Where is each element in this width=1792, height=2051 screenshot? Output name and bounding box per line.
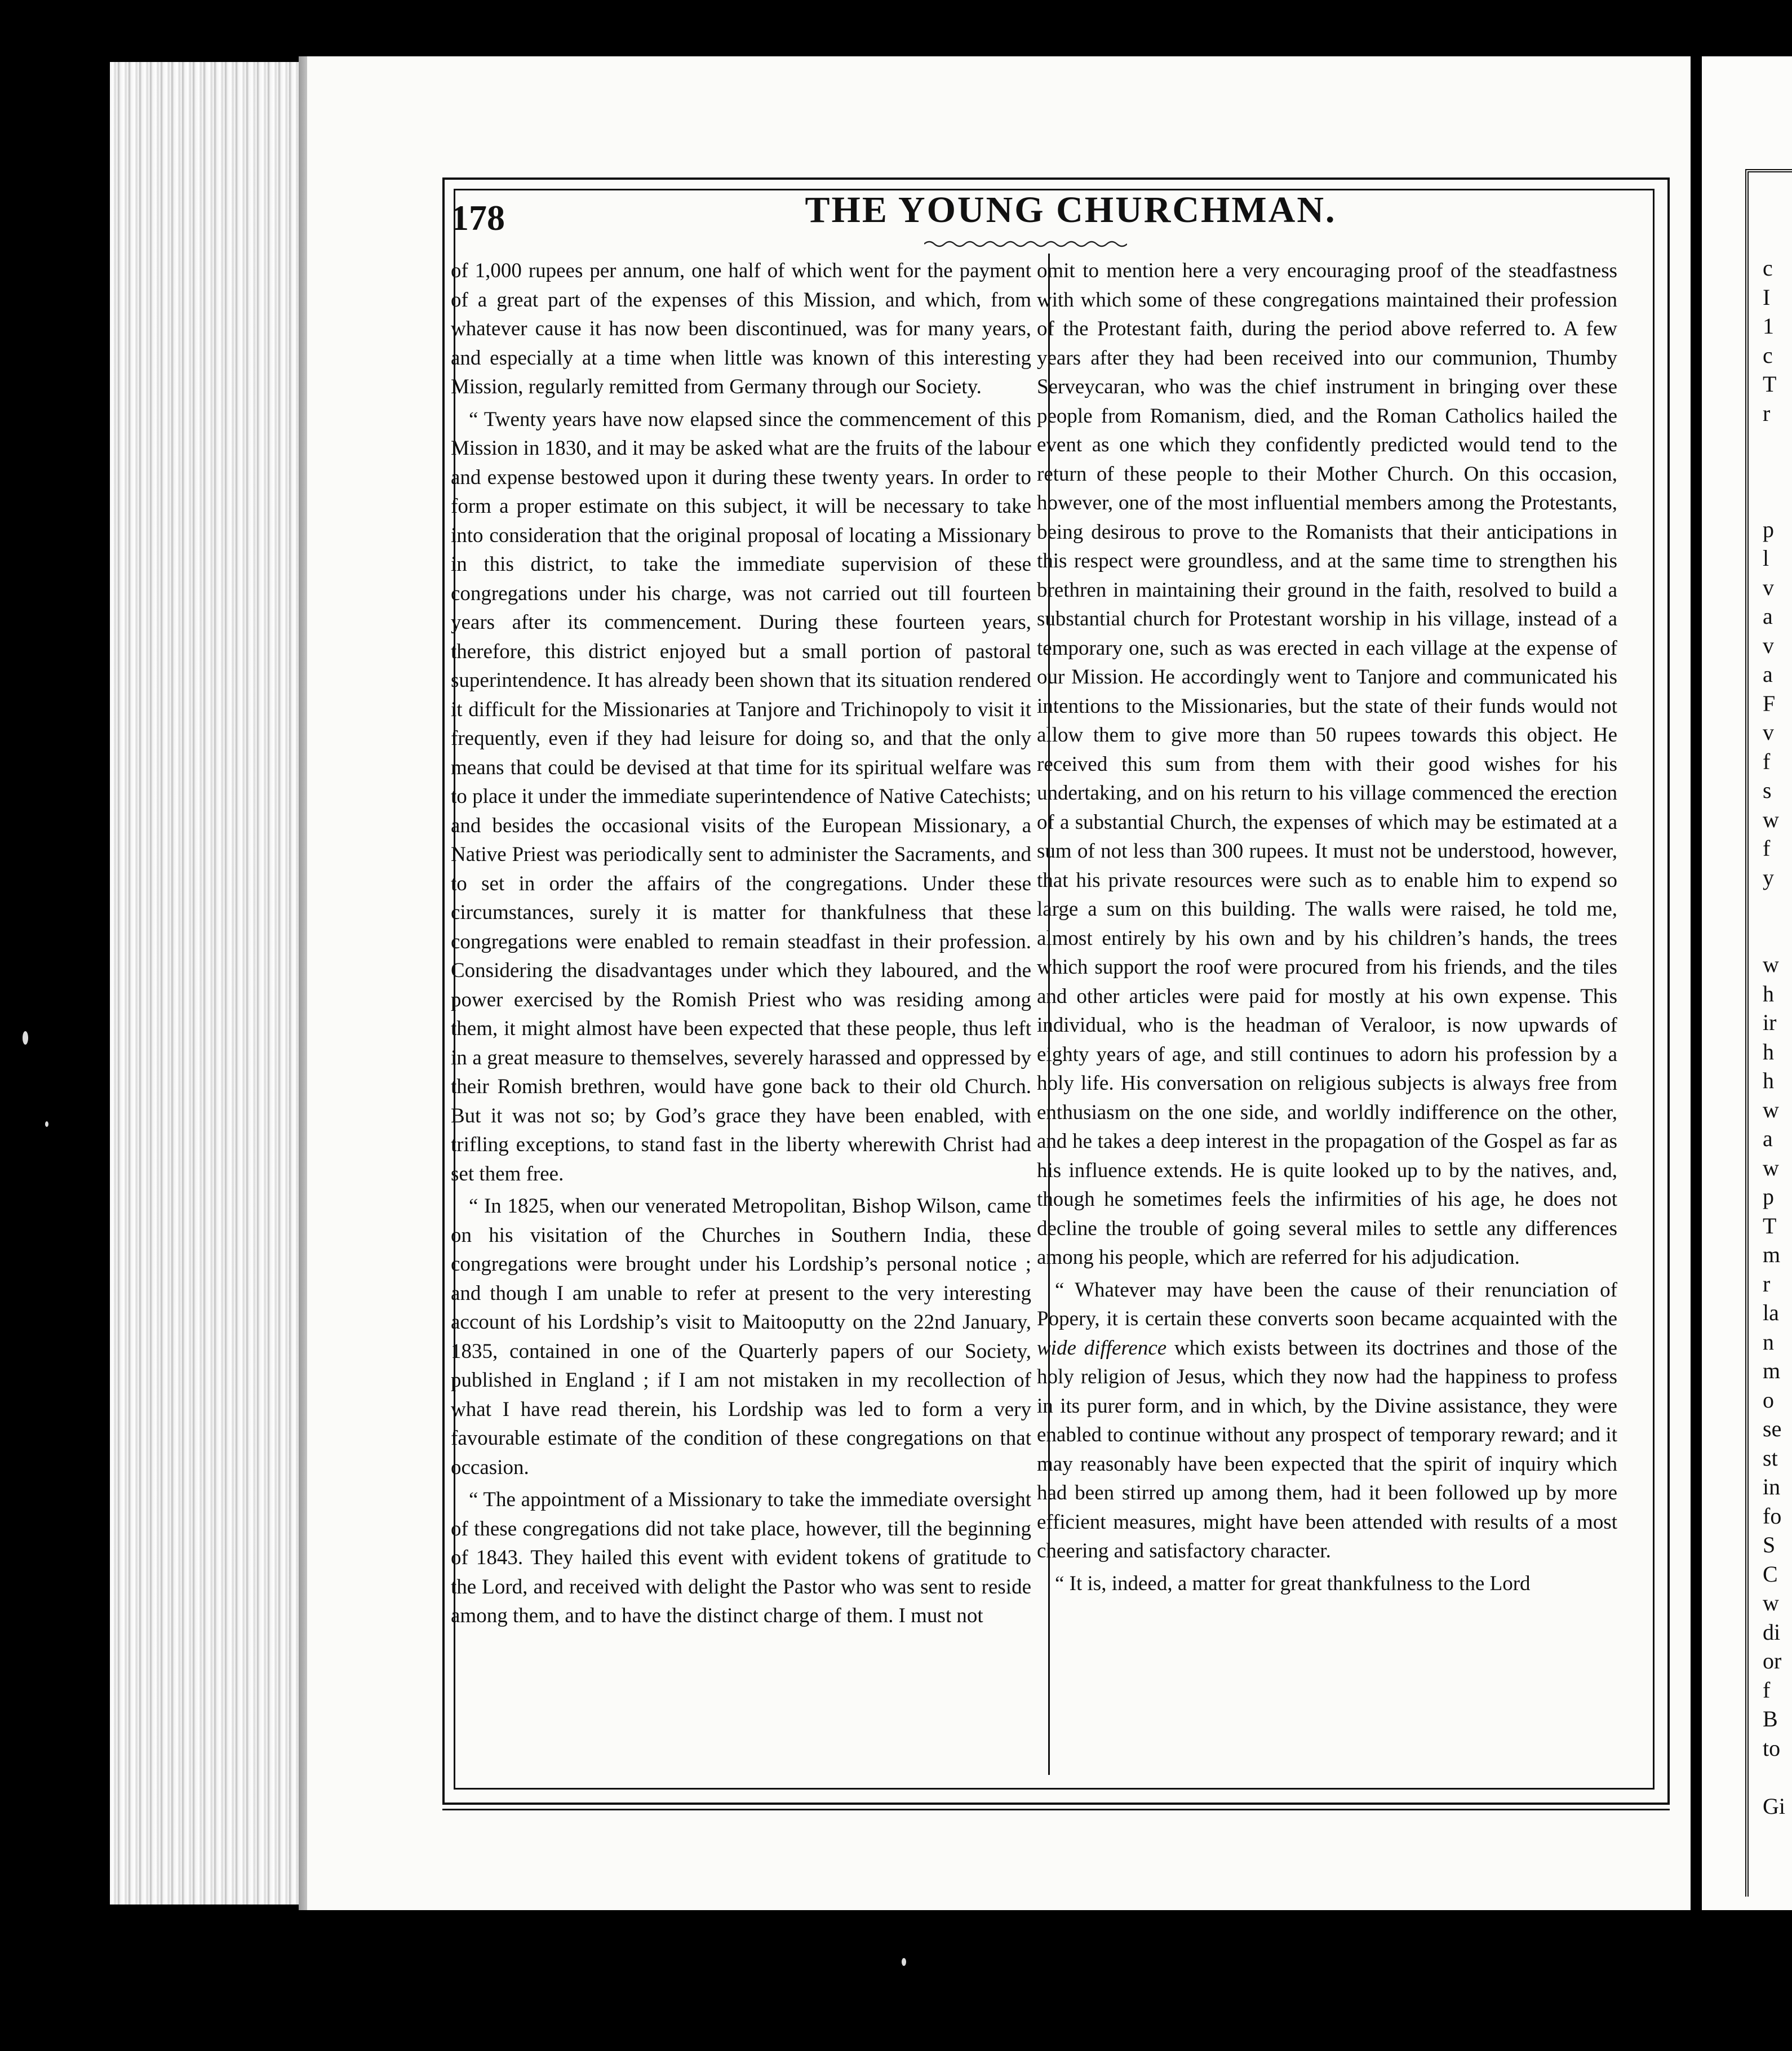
paper-speck: [45, 1121, 48, 1127]
right-column: [1037, 256, 1617, 1601]
page-frame-bottom-rule: [442, 1809, 1670, 1810]
paragraph-text: “ Whatever may have been the cause of their renunciation of Popery, it is certain these converts soon became acquainted with the: [1037, 1278, 1617, 1330]
paper-speck: [902, 1958, 906, 1966]
facing-page-text-fragment: c I 1 c T r p l v a v a F v f s w f y w h ir h h w a w p T m r la n m o se st in fo S C w di or f B to Gi: [1763, 255, 1785, 1819]
page-block-edges: [110, 62, 304, 1904]
paragraph: omit to mention here a very encouraging proof of the steadfastness with which some of these congregations maintained their profession of the Protestant faith, during the period above referred to. A few years after they had been received into our communion, Thumby Serveycaran, who was the chief instrument in bringing over these people from Romanism, died, and the Roman Catholics hailed the event as one which they confidently predicted would tend to the return of these people to their Mother Church. On this occasion, however, one of the most influential members among the Protestants, being desirous to prove to the Romanists that their anticipations in this respect were groundless, and at the same time to strengthen his brethren in maintaining their ground in the faith, resolved to build a substantial church for Protestant worship in his village, instead of a temporary one, such as was erected in each village at the expense of our Mission. He accordingly went to Tanjore and communicated his intentions to the Missionaries, but the state of their funds would not allow them to give more than 50 rupees towards this object. He received this sum from them with their good wishes for his undertaking, and on his return to his village commenced the erection of a substantial Church, the expenses of which may be estimated at a sum of not less than 300 rupees. It must not be understood, however, that his private resources were such as to enable him to expend so large a sum on this building. The walls were raised, he told me, almost entirely by his own and by his children’s hands, the trees which support the roof were procured from his friends, and the tiles and other articles were paid for mostly at his own expense. This individual, who is the headman of Veraloor, is now upwards of eighty years of age, and still continues to adorn his profession by a holy life. His conversation on religious subjects is always free from enthusiasm on the one side, and worldly indifference on the other, and he takes a deep interest in the propagation of the Gospel as far as his influence extends. He is quite looked up to by the natives, and, though he sometimes feels the infirmities of his age, he does not decline the trouble of going several miles to settle any differences among his people, which are referred for his adjudication.: [1037, 259, 1617, 1269]
paragraph: of 1,000 rupees per annum, one half of which went for the payment of a great part of the expenses of this Mission, and which, from whatever cause it has now been discontinued, was for many years, and especially at a time when little was known of this interesting Mission, regularly remitted from Germany through our Society.: [451, 259, 1031, 398]
paper-speck: [23, 1031, 28, 1045]
paragraph: “ The appointment of a Missionary to take the immediate oversight of these congregations did not take place, however, till the beginning of 1843. They hailed this event with evident tokens of gratitude to the Lord, and received with delight the Pastor who was sent to reside among them, and to have the distinct charge of them. I must not: [451, 1488, 1031, 1627]
running-title: THE YOUNG CHURCHMAN.: [805, 189, 1337, 230]
paragraph: “ It is, indeed, a matter for great thankfulness to the Lord: [1055, 1571, 1531, 1595]
paragraph: [1037, 1276, 1617, 1566]
paragraph: “ Twenty years have now elapsed since the commencement of this Mission in 1830, and it may be asked what are the fruits of the labour and expense bestowed upon it during these twenty years. In order to form a proper estimate on this subject, it will be necessary to take into consideration that the original proposal of locating a Missionary in this district, to take the immediate supervision of these congregations under his charge, was not carried out till fourteen years after its commencement. During these fourteen years, therefore, this district enjoyed but a small portion of pastoral superintendence. It has already been shown that its situation rendered it difficult for the Missionaries at Tanjore and Trichinopoly to visit it frequently, even if they had leisure for doing so, and that the only means that could be devised at that time for its spiritual welfare was to place it under the immediate superintendence of Native Catechists; and besides the occasional visits of the European Missionary, a Native Priest was periodically sent to administer the Sacraments, and to set in order the affairs of the congregations. Under these circumstances, surely it is matter for thankfulness that these congregations were enabled to remain steadfast in their profession. Considering the disadvantages under which they laboured, and the power exercised by the Romish Priest who was residing among them, it might almost have been expected that these people, thus left in a great measure to themselves, severely harassed and oppressed by their Romish brethren, would have gone back to their old Church. But it was not so; by God’s grace they have been enabled, with trifling exceptions, to stand fast in the liberty wherewith Christ had set them free.: [451, 407, 1031, 1186]
page-number: 178: [451, 198, 505, 238]
paragraph-text: which exists between its doctrines and those of the holy religion of Jesus, which they now had the happiness to profess in its purer form, and in which, by the Divine assistance, they were enabled to continue without any prospect of temporary reward; and it may reasonably have been expected that the spirit of inquiry which had been stirred up among them, had it been followed up by more efficient measures, might have been attended with results of a most cheering and satisfactory character.: [1037, 1336, 1617, 1562]
paragraph: “ In 1825, when our venerated Metropolitan, Bishop Wilson, came on his visitation of the Churches in Southern India, these congregations were brought under his Lordship’s personal notice ; and though I am unable to refer at present to the very interesting account of his Lordship’s visit to Maitooputty on the 22nd January, 1835, contained in one of the Quarterly papers of our Society, published in England ; if I am not mistaken in my recollection of what I have read therein, his Lordship was led to form a very favourable estimate of the condition of these congregations on that occasion.: [451, 1195, 1031, 1479]
title-ornament: [924, 239, 1127, 248]
emphasis-text: wide difference: [1037, 1336, 1167, 1360]
left-column: [451, 256, 1031, 1634]
